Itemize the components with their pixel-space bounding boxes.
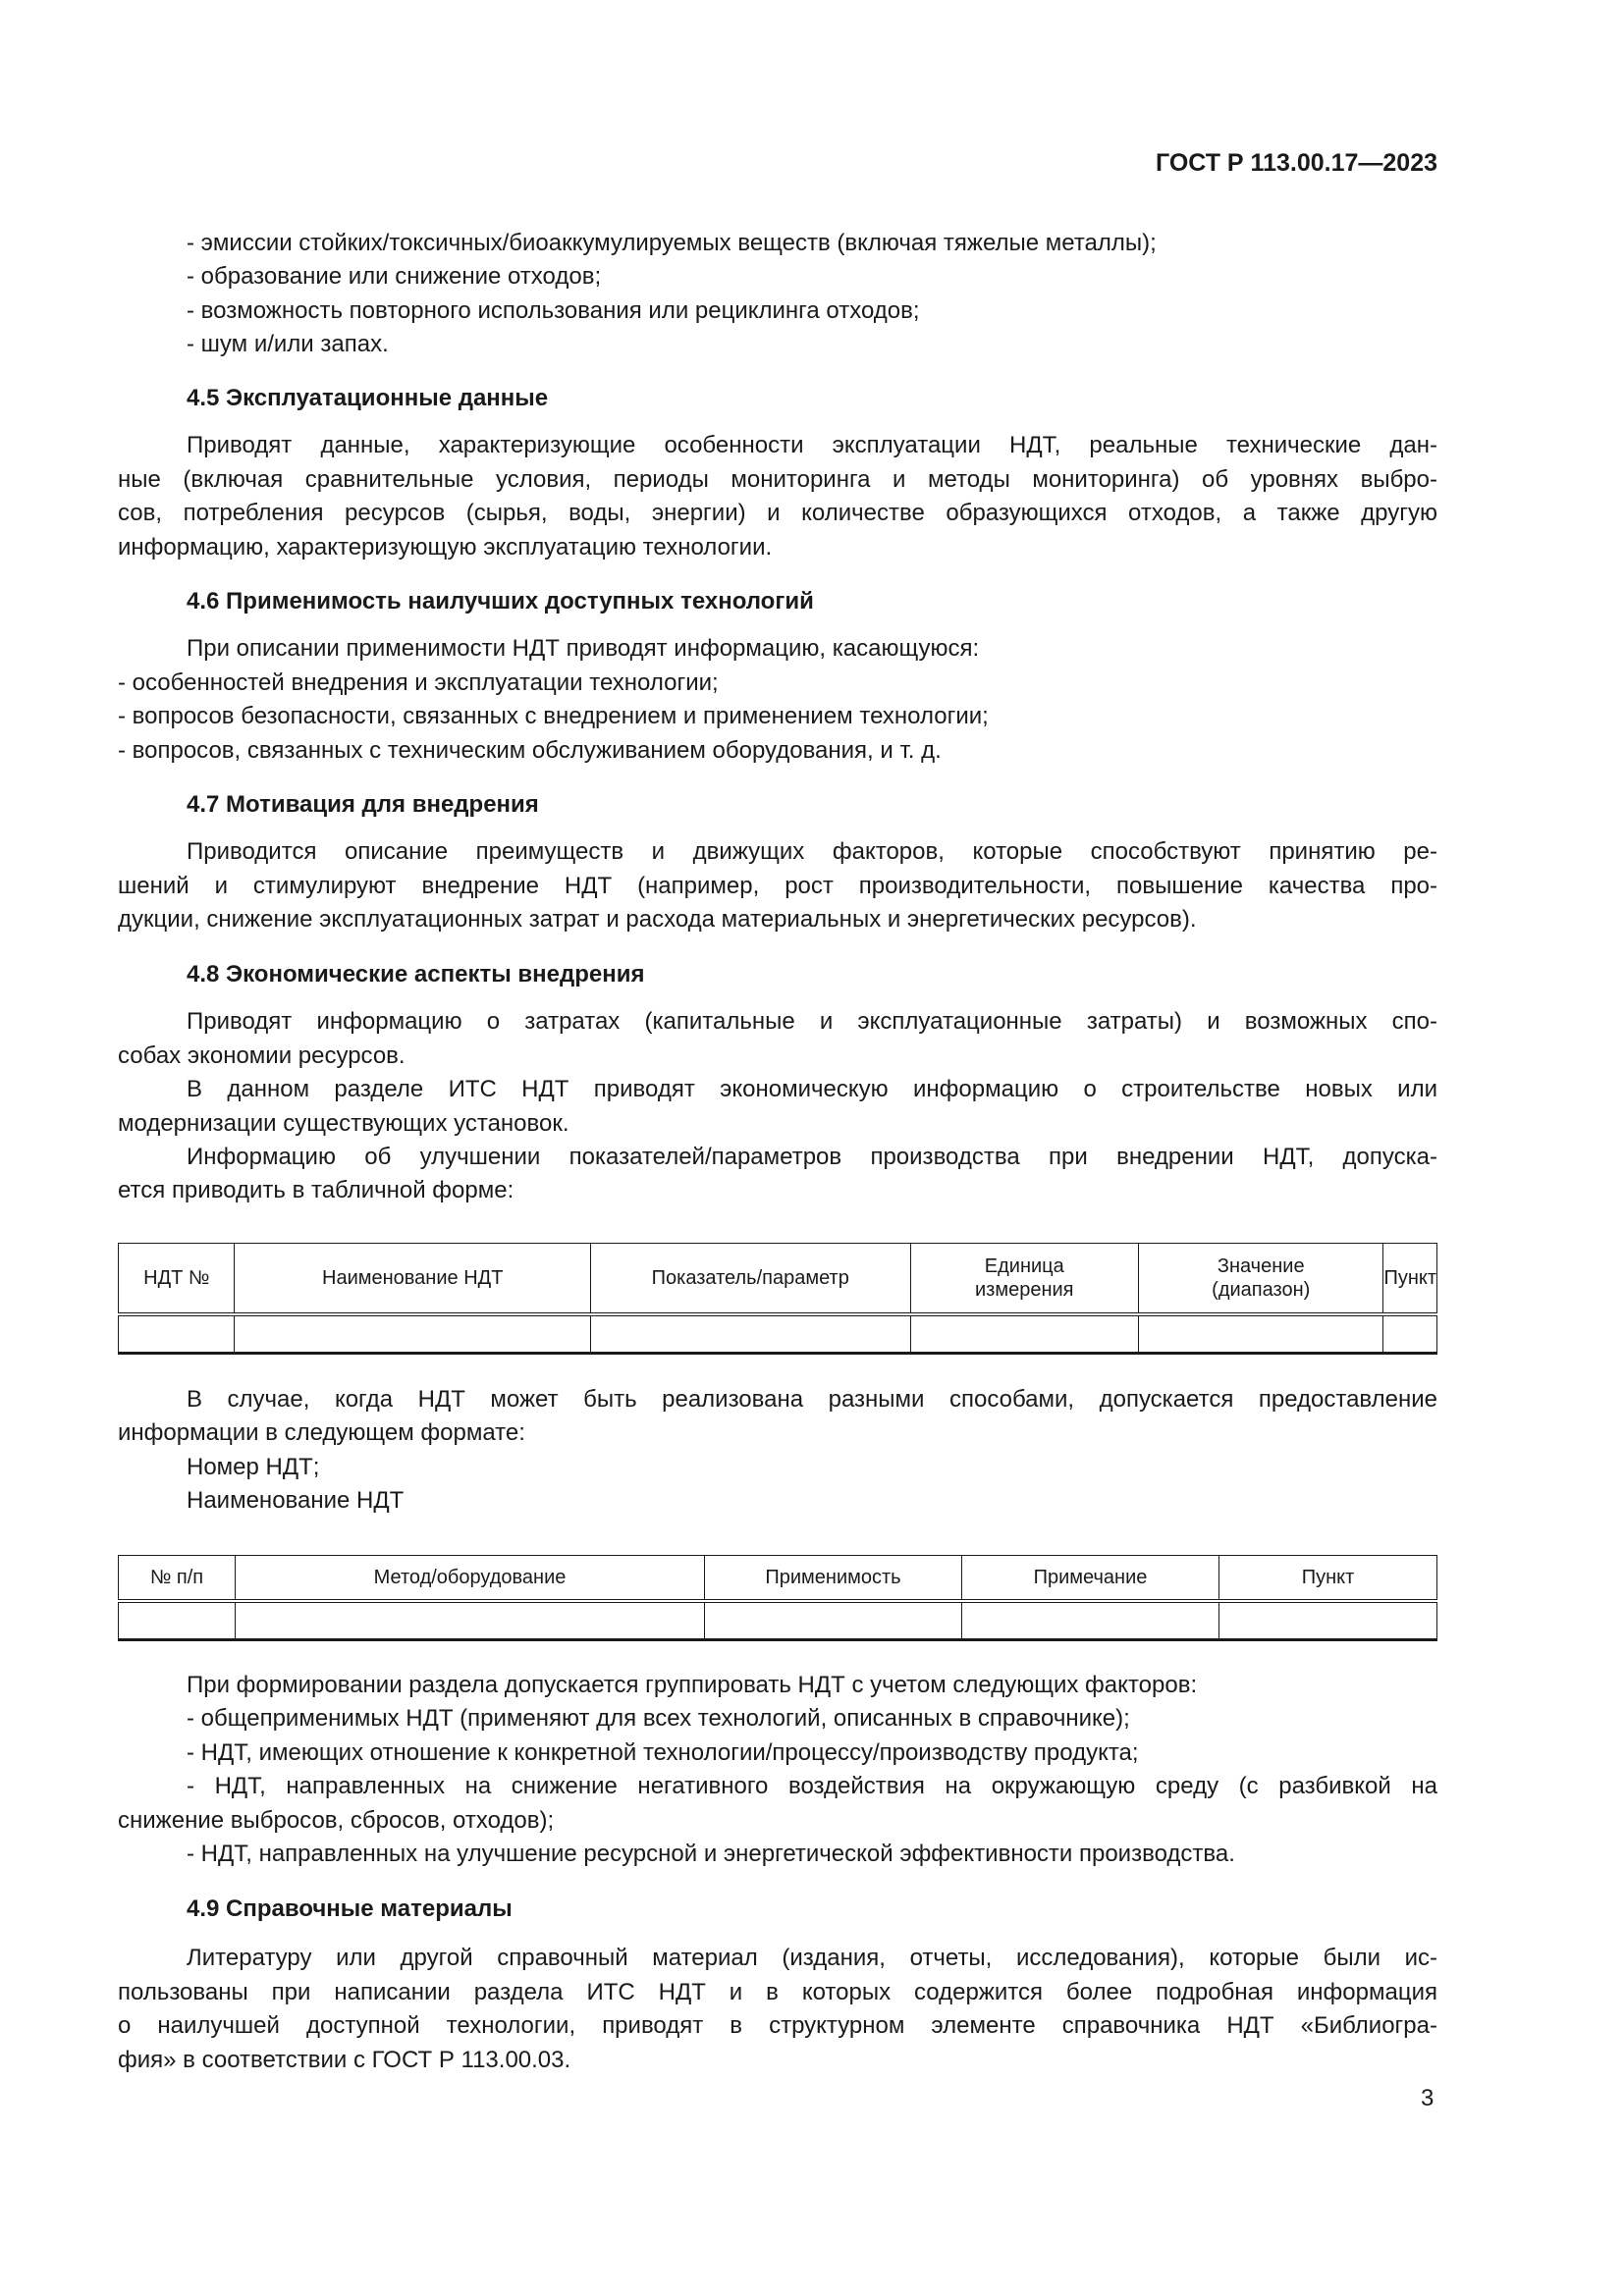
text-line: собах экономии ресурсов. [118,1041,406,1069]
text-line: информации в следующем формате: [118,1419,525,1447]
table-cell [1219,1601,1437,1640]
table-cell [705,1601,962,1640]
section-heading: 4.7 Мотивация для внедрения [187,791,539,818]
list-item: - образование или снижение отходов; [187,263,602,291]
text-line: Приводится описание преимуществ и движущих факторов, которые способствуют принятию ре- [187,838,1437,866]
table-header: Показатель/параметр [590,1244,910,1314]
table-header: Пункт [1219,1556,1437,1601]
table-row [119,1601,1437,1640]
table-header: Единица измерения [910,1244,1139,1314]
page-number: 3 [1421,2085,1435,2111]
list-item: - НДТ, направленных на улучшение ресурсной и энергетической эффективности производства. [187,1841,1235,1868]
list-item: - общеприменимых НДТ (применяют для всех технологий, описанных в справочнике); [187,1705,1130,1733]
text-line: снижение выбросов, сбросов, отходов); [118,1806,555,1834]
table-cell [119,1601,236,1640]
text-line: Информацию об улучшении показателей/параметров производства при внедрении НДТ, допуска- [187,1144,1437,1171]
table-header: Примечание [962,1556,1219,1601]
text-line: Приводят данные, характеризующие особенности эксплуатации НДТ, реальные технические дан- [187,432,1437,459]
ndt-indicators-table [118,1243,1437,1355]
text-line: ные (включая сравнительные условия, периоды мониторинга и методы мониторинга) об уровнях выбро- [118,465,1437,493]
section-4-9 [118,1893,1437,2077]
text-line: ется приводить в табличной форме: [118,1177,514,1204]
table-header: Применимость [705,1556,962,1601]
table-cell [235,1314,590,1354]
text-line: дукции, снижение эксплуатационных затрат и расхода материальных и энергетических ресурсов). [118,906,1197,934]
section-heading: 4.5 Эксплуатационные данные [187,385,549,411]
table-cell [962,1601,1219,1640]
text-line: модернизации существующих установок. [118,1109,569,1137]
text-line: В случае, когда НДТ может быть реализована разными способами, допускается предоставление [187,1386,1437,1413]
text-line: шений и стимулируют внедрение НДТ (например, рост производительности, повышение качества про- [118,872,1437,899]
table-header: Значение (диапазон) [1139,1244,1383,1314]
bullet-list [118,227,1437,362]
table-header: Метод/оборудование [236,1556,705,1601]
text-line: Номер НДТ; [187,1453,320,1480]
section-4-8 [118,958,1437,1208]
table-header: № п/п [119,1556,236,1601]
text-line: Литературу или другой справочный материал (издания, отчеты, исследования), которые были ис- [187,1945,1437,1972]
text-line: о наилучшей доступной технологии, приводят в структурном элементе справочника НДТ «Библиогра- [118,2012,1437,2040]
list-item: - эмиссии стойких/токсичных/биоаккумулируемых веществ (включая тяжелые металлы); [187,230,1157,256]
table-cell [1383,1314,1437,1354]
table-cell [910,1314,1139,1354]
list-item: - возможность повторного использования или рециклинга отходов; [187,296,920,324]
table-header: Наименование НДТ [235,1244,590,1314]
grouping-paragraph [118,1669,1437,1871]
table-header: Пункт [1383,1244,1437,1314]
text-line: информацию, характеризующую эксплуатацию технологии. [118,533,773,561]
table-cell [590,1314,910,1354]
text-line: фия» в соответствии с ГОСТ Р 113.00.03. [118,2046,571,2073]
table-header: НДТ № [119,1244,235,1314]
text-line: В данном разделе ИТС НДТ приводят экономическую информацию о строительстве новых или [187,1076,1437,1103]
section-4-5 [118,382,1437,564]
document-header: ГОСТ Р 113.00.17—2023 [1155,149,1437,177]
table-cell [236,1601,705,1640]
section-4-6 [118,585,1437,768]
text-line: - вопросов безопасности, связанных с внедрением и применением технологии; [118,703,989,730]
list-item: - НДТ, имеющих отношение к конкретной технологии/процессу/производству продукта; [187,1738,1139,1766]
ndt-methods-table [118,1555,1437,1641]
section-4-7 [118,788,1437,937]
text-line: сов, потребления ресурсов (сырья, воды, энергии) и количестве образующихся отходов, а также другую [118,500,1437,527]
text-line: При формировании раздела допускается группировать НДТ с учетом следующих факторов: [187,1672,1198,1698]
list-item: - НДТ, направленных на снижение негативного воздействия на окружающую среду (с разбивкой на [187,1773,1437,1800]
list-item: - шум и/или запах. [187,331,389,358]
text-line: - вопросов, связанных с техническим обслуживанием оборудования, и т. д. [118,736,942,764]
format-paragraph [118,1383,1437,1519]
text-line: Приводят информацию о затратах (капитальные и эксплуатационные затраты) и возможных спо- [187,1008,1437,1036]
text-line: пользованы при написании раздела ИТС НДТ и в которых содержится более подробная информация [118,1978,1437,2005]
section-heading: 4.9 Справочные материалы [187,1896,513,1922]
text-line: Наименование НДТ [187,1487,405,1515]
section-heading: 4.6 Применимость наилучших доступных технологий [187,588,814,614]
section-heading: 4.8 Экономические аспекты внедрения [187,961,645,988]
table-cell [119,1314,235,1354]
text-line: При описании применимости НДТ приводят информацию, касающуюся: [187,635,980,663]
table-cell [1139,1314,1383,1354]
table-row [119,1314,1437,1354]
text-line: - особенностей внедрения и эксплуатации технологии; [118,668,719,696]
